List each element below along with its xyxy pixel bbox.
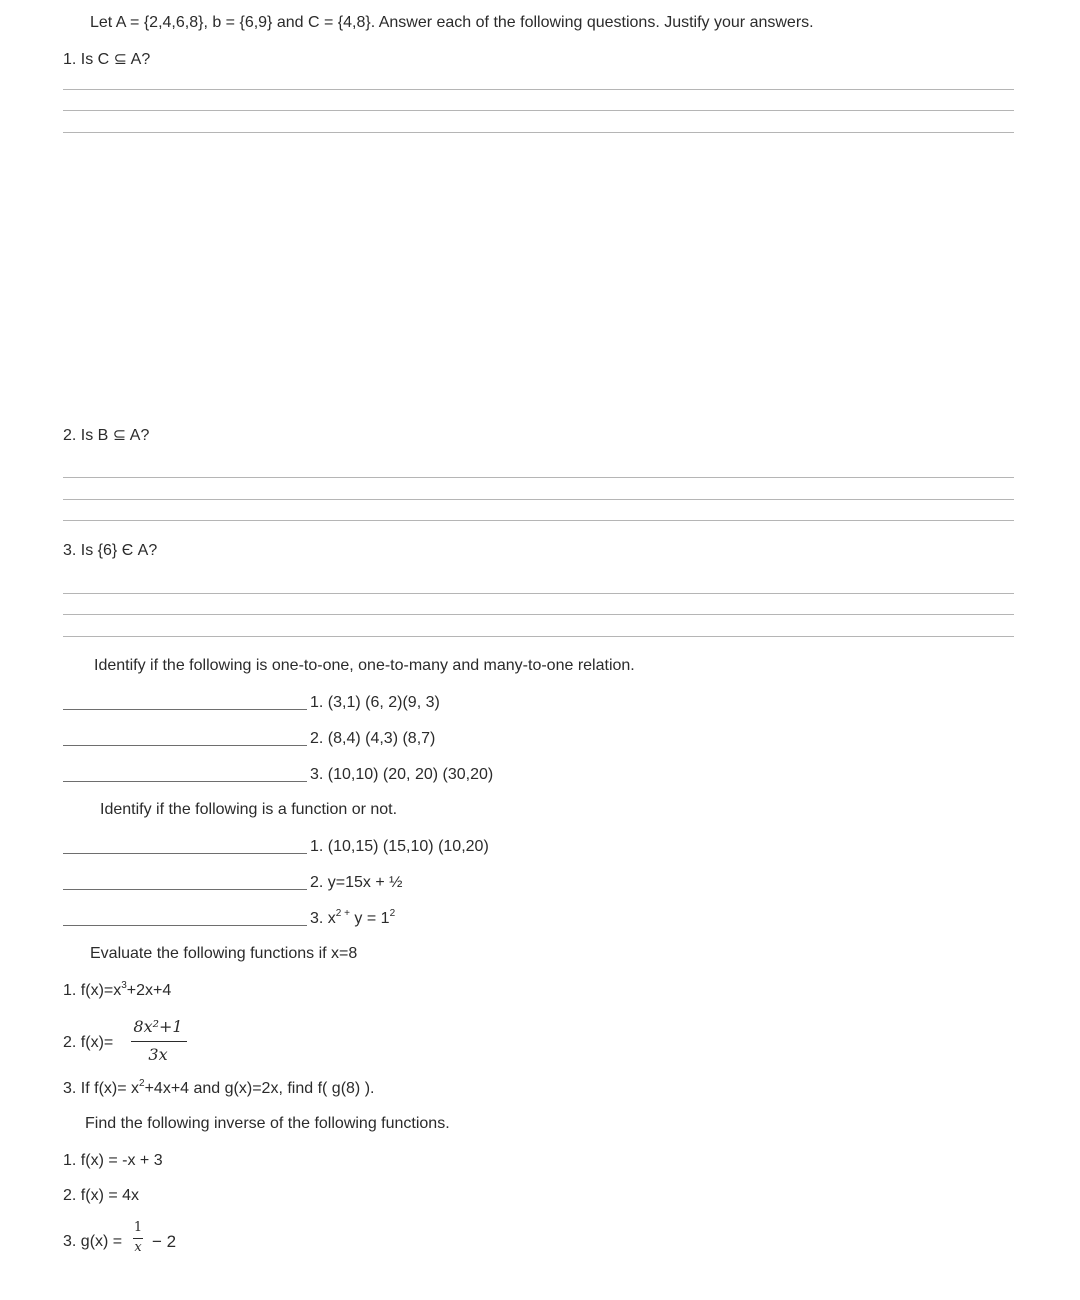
relation-item-3: 3. (10,10) (20, 20) (30,20) (310, 766, 494, 783)
answer-blank[interactable] (63, 853, 307, 854)
inverse-item-3-numerator: 1 (133, 1220, 143, 1235)
answer-line (63, 593, 1014, 594)
answer-blank[interactable] (63, 781, 307, 782)
function-item-1: 1. (10,15) (15,10) (10,20) (310, 838, 489, 855)
fraction-bar (133, 1238, 143, 1239)
answer-line (63, 477, 1014, 478)
evaluate-item-3-suffix: +4x+4 and g(x)=2x, find f( g(8) ). (144, 1080, 375, 1097)
inverse-item-3-denominator: x (134, 1240, 142, 1255)
answer-line (63, 132, 1014, 133)
evaluate-item-1-prefix: 1. f(x)=x (63, 982, 122, 999)
relation-item-1: 1. (3,1) (6, 2)(9, 3) (310, 694, 440, 711)
evaluate-item-2-prefix: 2. f(x)= (63, 1034, 114, 1051)
fraction-bar (131, 1041, 187, 1042)
function-item-3 (310, 908, 396, 927)
answer-blank[interactable] (63, 925, 307, 926)
answer-line (63, 636, 1014, 637)
inverse-item-2: 2. f(x) = 4x (63, 1187, 140, 1204)
evaluate-item-2-denominator: 3x (148, 1045, 168, 1064)
inverse-item-3-suffix: − 2 (152, 1232, 177, 1251)
inverse-item-3-prefix: 3. g(x) = (63, 1233, 123, 1250)
function-item-3-middle: y = 1 (349, 910, 390, 927)
answer-blank[interactable] (63, 889, 307, 890)
evaluate-item-1-suffix: +2x+4 (126, 982, 172, 999)
answer-line (63, 614, 1014, 615)
question-2-label: 2. Is B ⊆ A? (63, 427, 150, 444)
function-item-3-exponent: 2 + (335, 908, 350, 919)
evaluate-item-3-prefix: 3. If f(x)= x (63, 1080, 140, 1097)
function-item-2: 2. y=15x + ½ (310, 874, 403, 891)
evaluate-item-1-exponent: 3 (121, 980, 127, 991)
relation-heading: Identify if the following is one-to-one, one-to-many and many-to-one relation. (94, 657, 635, 674)
question-1-label: 1. Is C ⊆ A? (63, 51, 151, 68)
answer-line (63, 499, 1014, 500)
answer-line (63, 110, 1014, 111)
evaluate-item-1 (63, 980, 172, 999)
answer-blank[interactable] (63, 745, 307, 746)
sets-intro: Let A = {2,4,6,8}, b = {6,9} and C = {4,8}. Answer each of the following questions. Justify your answers. (90, 14, 814, 31)
function-heading: Identify if the following is a function or not. (100, 801, 398, 818)
inverse-heading: Find the following inverse of the following functions. (85, 1115, 450, 1132)
evaluate-item-2-numerator: 8x²+1 (133, 1017, 183, 1036)
function-item-3-exponent-2: 2 (389, 908, 396, 919)
answer-line (63, 520, 1014, 521)
inverse-item-1: 1. f(x) = -x + 3 (63, 1152, 163, 1169)
answer-blank[interactable] (63, 709, 307, 710)
evaluate-item-3 (63, 1078, 375, 1097)
answer-line (63, 89, 1014, 90)
evaluate-heading: Evaluate the following functions if x=8 (90, 945, 358, 962)
evaluate-item-3-exponent: 2 (139, 1078, 145, 1089)
question-3-label: 3. Is {6} Є A? (63, 542, 158, 559)
relation-item-2: 2. (8,4) (4,3) (8,7) (310, 730, 436, 747)
function-item-3-prefix: 3. x (310, 910, 336, 927)
